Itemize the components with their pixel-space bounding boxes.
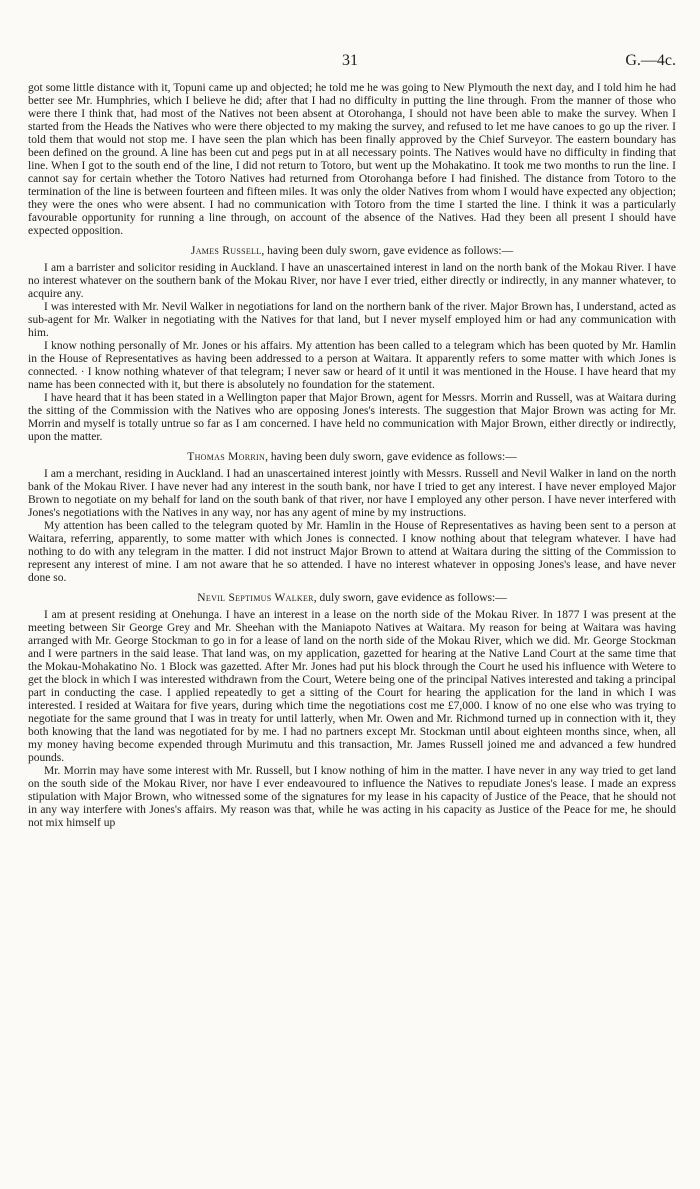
- paragraph-continuation: got some little distance with it, Topuni came up and objected; he told me he was going to New Plymouth the next day, and I told him he had better see Mr. Humphries, which I believe he did; after that I had no difficulty in putting the line through. From the manner of those who were there I think that, had most of the Natives not been absent at Otorohanga, I should not have been able to make the survey. When I started from the Heads the Natives who were there objected to my making the survey, and refused to let me have canoes to go up the river. I told them that would not stop me. I have seen the plan which has been finally approved by the Chief Surveyor. The eastern boundary has been defined on the ground. A line has been cut and pegs put in at all necessary points. The Natives would have no difficulty in finding that line. When I got to the south end of the line, I did not return to Totoro, but went up the Mohakatino. It took me two months to run the line. I cannot say for certain whether the Totoro Natives had returned from Otorohanga before I had finished. The distance from Totoro to the termination of the line is between fourteen and fifteen miles. It was only the older Natives from whom I would have expected any objection; they were the ones who were absent. I had no communication with Totoro from the time I started the line. I think it was a particularly favourable opportunity for running a line through, on account of the absence of the Natives. Had they been all present I should have expected opposition.: [28, 82, 676, 237]
- witness-name: James Russell: [190, 245, 262, 257]
- sworn-clause: , having been duly sworn, gave evidence as follows:—: [265, 451, 517, 463]
- paragraph: I was interested with Mr. Nevil Walker in negotiations for land on the northern bank of the river. Major Brown has, I understand, acted as sub-agent for Mr. Walker in negotiating with the Natives for that land, but I never myself employed him or had any communication with him.: [28, 301, 676, 339]
- witness-heading-morrin: [28, 451, 676, 464]
- witness-heading-russell: [28, 245, 676, 258]
- paragraph: I am at present residing at Onehunga. I have an interest in a lease on the north side of the Mokau River. In 1877 I was present at the meeting between Sir George Grey and Mr. Sheehan with the Maniapoto Natives at Waitara. My reason for being at Waitara was having arranged with Mr. George Stockman to go in for a lease of land on the north side of the Mokau River, which we did. Mr. George Stockman and I were partners in the said lease. That land was, on my application, gazetted for hearing at the Native Land Court at the same time that the Mokau-Mohakatino No. 1 Block was gazetted. After Mr. Jones had put his block through the Court he used his influence with Wetere to get the block in which I was interested withdrawn from the Court, Wetere being one of the principal Natives interested and taking a principal part in conducting the case. I applied repeatedly to get a sitting of the Court for hearing the application for the land in which I was interested. I resided at Waitara for five years, during which time the negotiations cost me £7,000. I know of no one else who was trying to negotiate for the same ground that I was in treaty for until latterly, when Mr. Owen and Mr. Richmond turned up in connection with it, they both knowing that the land was negotiated for by me. I had no partners except Mr. Stockman until about eighteen months since, when, all my money having become expended through Murimutu and this transaction, Mr. James Russell joined me and advanced a few hundred pounds.: [28, 609, 676, 764]
- paragraph: I am a barrister and solicitor residing in Auckland. I have an unascertained interest in land on the north bank of the Mokau River. I have no interest whatever on the southern bank of the Mokau River, nor have I ever tried, either directly or indirectly, in any manner whatever, to acquire any.: [28, 262, 676, 300]
- document-body: [28, 82, 676, 830]
- page-number: 31: [342, 52, 358, 69]
- sworn-clause: , having been duly sworn, gave evidence as follows:—: [261, 245, 514, 257]
- paragraph: Mr. Morrin may have some interest with Mr. Russell, but I know nothing of him in the matter. I have never in any way tried to get land on the south side of the Mokau River, nor have I ever endeavoured to influence the Natives to repudiate Jones's lease. I made an express stipulation with Major Brown, who witnessed some of the signatures for my lease in his capacity of Justice of the Peace, that he should not in any way interfere with Jones's affairs. My reason was that, while he was acting in his capacity as Justice of the Peace for me, he should not mix himself up: [28, 765, 676, 829]
- document-reference: G.—4c.: [625, 52, 676, 69]
- paragraph: My attention has been called to the telegram quoted by Mr. Hamlin in the House of Representatives as having been sent to a person at Waitara, referring, apparently, to some matter with which Jones is connected. I know nothing about that telegram whatever. I have had nothing to do with any telegram in the matter. I did not instruct Major Brown to attend at Waitara during the sitting of the Commission to represent any interest of mine. I am not aware that he so attended. I have no interest whatever in opposing Jones's lease, and have never done so.: [28, 520, 676, 584]
- witness-name: Thomas Morrin: [187, 451, 266, 463]
- witness-heading-walker: [28, 592, 676, 605]
- paragraph: I am a merchant, residing in Auckland. I had an unascertained interest jointly with Messrs. Russell and Nevil Walker in land on the north bank of the Mokau River. I have never had any interest in the south bank, nor have I tried to get any interest. I have never employed Major Brown to negotiate on my behalf for land on the south bank of that river, nor have I employed any other person. I have never interfered with Jones's negotiations with the Natives in any way, nor has any agent of mine by my instructions.: [28, 468, 676, 519]
- paragraph: I know nothing personally of Mr. Jones or his affairs. My attention has been called to a telegram which has been quoted by Mr. Hamlin in the House of Representatives as having been addressed to a person at Waitara. It apparently refers to some matter with which Jones is connected. · I know nothing whatever of that telegram; I never saw or heard of it until it was mentioned in the House. I have heard that my name has been connected with it, but there is absolutely no foundation for the statement.: [28, 340, 676, 391]
- sworn-clause: , duly sworn, gave evidence as follows:—: [313, 592, 507, 604]
- paragraph: I have heard that it has been stated in a Wellington paper that Major Brown, agent for Messrs. Morrin and Russell, was at Waitara during the sitting of the Commission with the Natives who are opposing Jones's interests. The suggestion that Major Brown was acting for Mr. Morrin and myself is totally untrue so far as I am concerned. I have held no communication with Major Brown, either directly or indirectly, upon the matter.: [28, 392, 676, 443]
- witness-name: Nevil Septimus Walker: [197, 592, 314, 604]
